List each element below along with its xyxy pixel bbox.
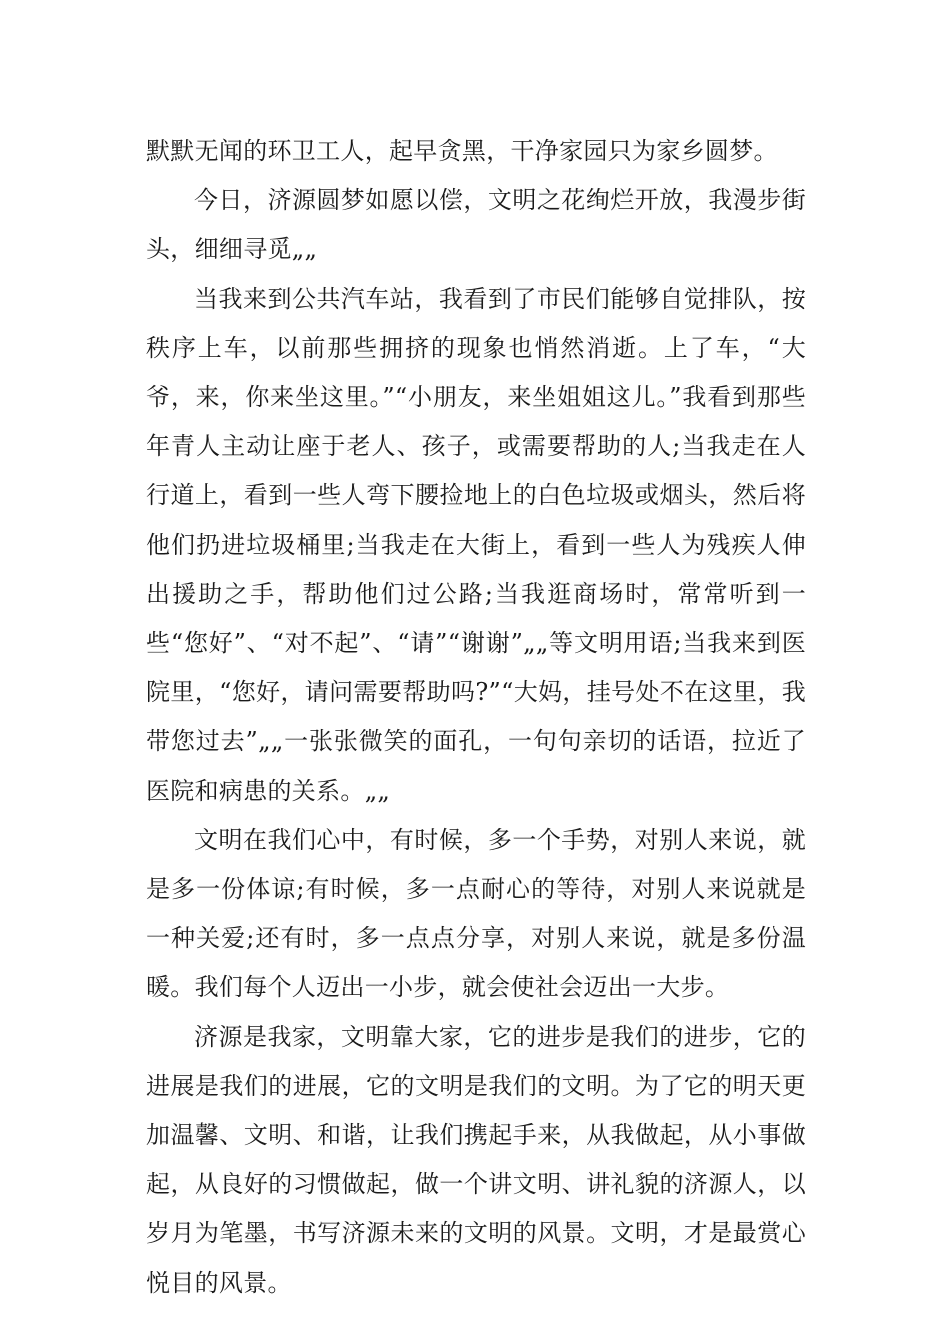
paragraph-bus-station: 当我来到公共汽车站，我看到了市民们能够自觉排队，按秩序上车，以前那些拥挤的现象也悄然消逝。上了车，“大爷，来，你来坐这里。”“小朋友，来坐姐姐这儿。”我看到那些年青人主动让座于老人、孩子，或需要帮助的人;当我走在人行道上，看到一些人弯下腰捡地上的白色垃圾或烟头，然后将他们扔进垃圾桶里;当我走在大街上，看到一些人为残疾人伸出援助之手，帮助他们过公路;当我逛商场时，常常听到一些“您好”、“对不起”、“请”“谢谢”„„等文明用语;当我来到医院里，“您好，请问需要帮助吗?”“大妈，挂号处不在这里，我带您过去”„„一张张微笑的面孔，一句句亲切的话语，拉近了医院和病患的关系。„„ xyxy=(146,284,806,805)
paragraph-today: 今日，济源圆梦如愿以偿，文明之花绚烂开放，我漫步街头，细细寻觅„„ xyxy=(146,186,806,264)
paragraph-jiyuan-home: 济源是我家，文明靠大家，它的进步是我们的进步，它的进展是我们的进展，它的文明是我们的文明。为了它的明天更加温馨、文明、和谐，让我们携起手来，从我做起，从小事做起，从良好的习惯做起，做一个讲文明、讲礼貌的济源人，以岁月为笔墨，书写济源未来的文明的风景。文明，才是最赏心悦目的风景。 xyxy=(146,1022,806,1297)
paragraph-civility-in-heart: 文明在我们心中，有时候，多一个手势，对别人来说，就是多一份体谅;有时候，多一点耐心的等待，对别人来说就是一种关爱;还有时，多一点点分享，对别人来说，就是多份温暖。我们每个人迈出一小步，就会使社会迈出一大步。 xyxy=(146,825,806,1002)
paragraph-continuation: 默默无闻的环卫工人，起早贪黑，干净家园只为家乡圆梦。 xyxy=(146,137,778,165)
document-body xyxy=(146,127,806,1308)
